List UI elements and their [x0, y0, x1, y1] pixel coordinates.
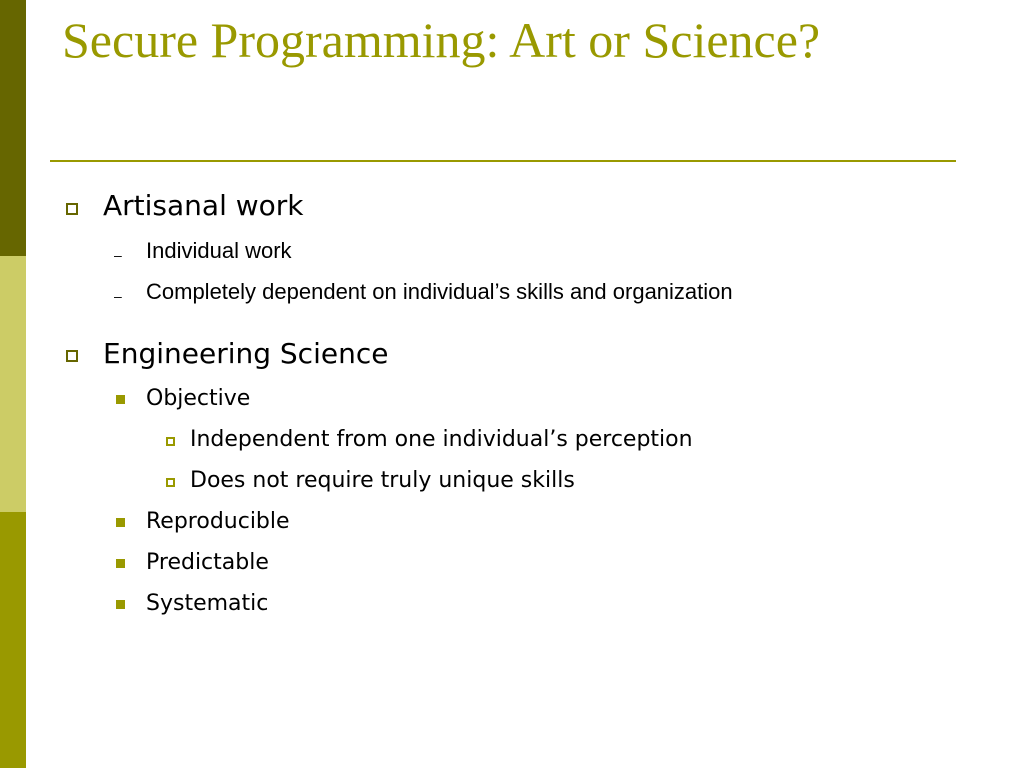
sub-bullet-objective: Objective	[146, 386, 251, 411]
dash-bullet-icon: –	[114, 247, 122, 263]
sub-sub-bullet-unique-skills: Does not require truly unique skills	[190, 468, 575, 493]
sidebar-segment-olive	[0, 512, 26, 768]
sub-bullet-predictable: Predictable	[146, 550, 269, 575]
title-divider	[50, 160, 956, 162]
hollow-square-bullet-icon	[166, 437, 175, 446]
dash-bullet-icon: –	[114, 288, 122, 304]
sub-bullet-completely-dependent: Completely dependent on individual’s skills and organization	[146, 279, 733, 304]
sidebar-segment-light	[0, 256, 26, 512]
bullet-artisanal-work: Artisanal work	[103, 189, 304, 222]
sub-sub-bullet-independent: Independent from one individual’s perception	[190, 427, 693, 452]
sub-bullet-reproducible: Reproducible	[146, 509, 290, 534]
filled-square-bullet-icon	[116, 559, 125, 568]
hollow-square-bullet-icon	[66, 203, 78, 215]
filled-square-bullet-icon	[116, 518, 125, 527]
bullet-engineering-science: Engineering Science	[103, 337, 389, 370]
sidebar-segment-dark	[0, 0, 26, 256]
sub-bullet-individual-work: Individual work	[146, 238, 292, 263]
hollow-square-bullet-icon	[66, 350, 78, 362]
filled-square-bullet-icon	[116, 600, 125, 609]
slide-title: Secure Programming: Art or Science?	[62, 12, 821, 68]
sub-bullet-systematic: Systematic	[146, 591, 269, 616]
sidebar-color-bar	[0, 0, 26, 768]
filled-square-bullet-icon	[116, 395, 125, 404]
hollow-square-bullet-icon	[166, 478, 175, 487]
